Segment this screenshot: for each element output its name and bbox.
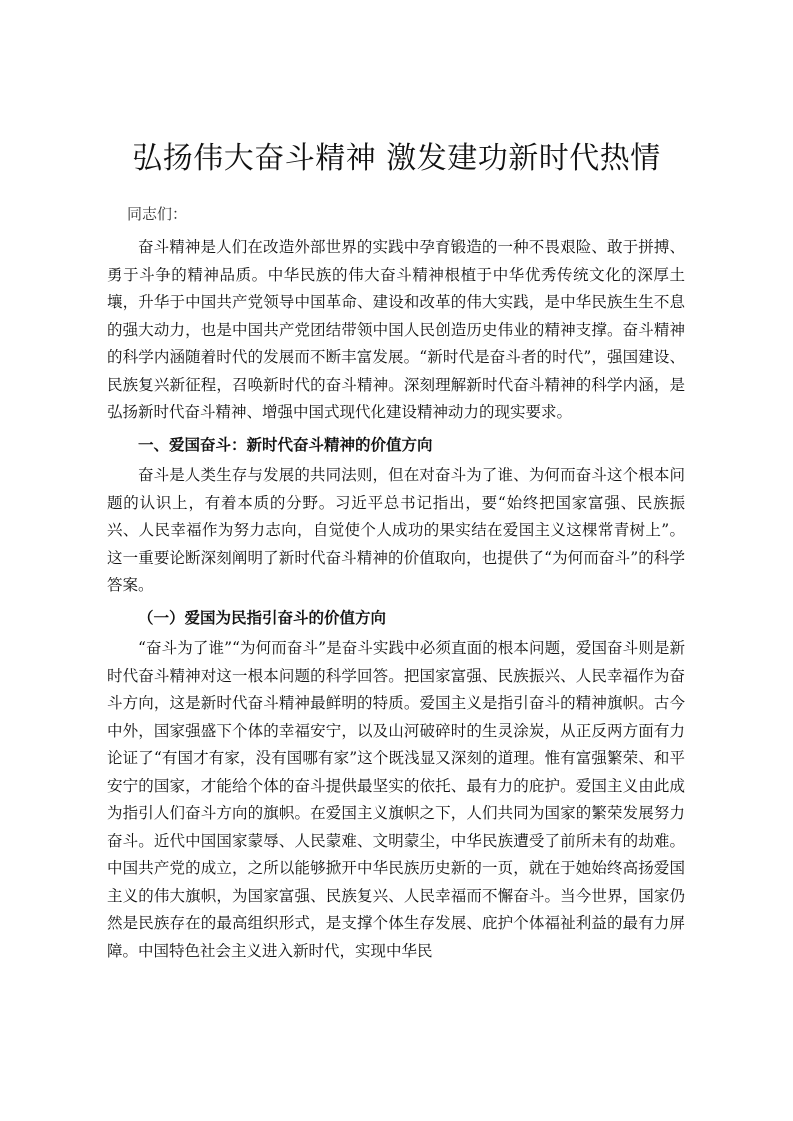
subsection-paragraph: “奋斗为了谁”“为何而奋斗”是奋斗实践中必须直面的根本问题，爱国奋斗则是新时代奋斗精神对这一根本问题的科学回答。把国家富强、民族振兴、人民幸福作为奋斗方向，这是新时代奋斗精神最鲜明的特质。爱国主义是指引奋斗的精神旗帜。古今中外，国家强盛下个体的幸福安宁，以及山河破碎时的生灵涂炭，从正反两方面有力论证了“有国才有家，没有国哪有家”这个既浅显又深刻的道理。惟有富强繁荣、和平安宁的国家，才能给个体的奋斗提供最坚实的依托、最有力的庇护。爱国主义由此成为指引人们奋斗方向的旗帜。在爱国主义旗帜之下，人们共同为国家的繁荣发展努力奋斗。近代中国国家蒙辱、人民蒙难、文明蒙尘，中华民族遭受了前所未有的劫难。中国共产党的成立，之所以能够掀开中华民族历史新的一页，就在于她始终高扬爱国主义的伟大旗帜，为国家富强、民族复兴、人民幸福而不懈奋斗。当今世界，国家仍然是民族存在的最高组织形式，是支撑个体生存发展、庇护个体福祉利益的最有力屏障。中国特色社会主义进入新时代，实现中华民 [107,639,685,960]
section-paragraph: 奋斗是人类生存与发展的共同法则，但在对奋斗为了谁、为何而奋斗这个根本问题的认识上，有着本质的分野。习近平总书记指出，要“始终把国家富强、民族振兴、人民幸福作为努力志向，自觉使个人成功的果实结在爱国主义这棵常青树上”。这一重要论断深刻阐明了新时代奋斗精神的价值取向，也提供了“为何而奋斗”的科学答案。 [107,466,685,594]
subsection-heading: （一）爱国为民指引奋斗的价值方向 [138,607,387,627]
section-heading: 一、爱国奋斗：新时代奋斗精神的价值方向 [138,434,433,454]
document-title: 弘扬伟大奋斗精神 激发建功新时代热情 [132,141,661,176]
document-body [107,234,685,965]
salutation: 同志们： [127,205,188,223]
intro-paragraph: 奋斗精神是人们在改造外部世界的实践中孕育锻造的一种不畏艰险、敢于拼搏、勇于斗争的精神品质。中华民族的伟大奋斗精神根植于中华优秀传统文化的深厚土壤，升华于中国共产党领导中国革命、建设和改革的伟大实践，是中华民族生生不息的强大动力，也是中国共产党团结带领中国人民创造历史伟业的精神支撑。奋斗精神的科学内涵随着时代的发展而不断丰富发展。“新时代是奋斗者的时代”，强国建设、民族复兴新征程，召唤新时代的奋斗精神。深刻理解新时代奋斗精神的科学内涵，是弘扬新时代奋斗精神、增强中国式现代化建设精神动力的现实要求。 [107,238,685,421]
